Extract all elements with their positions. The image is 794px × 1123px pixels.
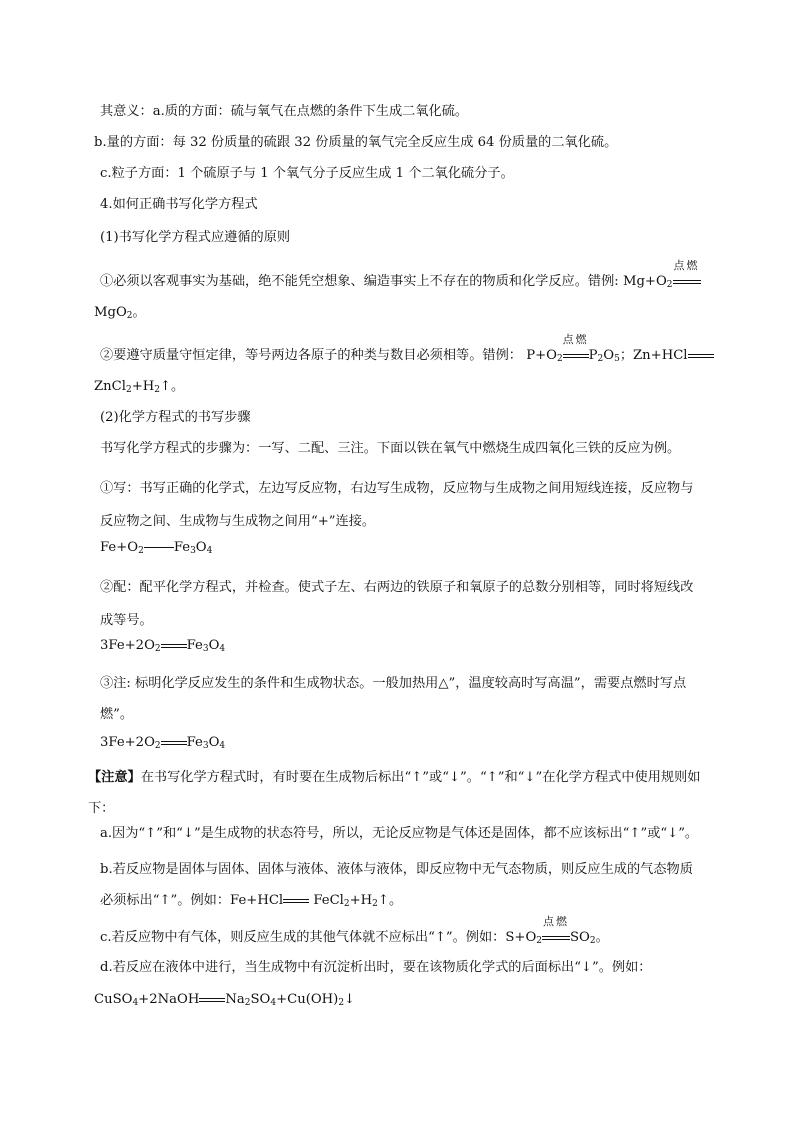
principle-2 [100, 333, 704, 366]
rule-b-text: b.若反应物是固体与固体、固体与液体、液体与液体，即反应物中无气态物质，则反应生成的气态物质必须标出“↑”。例如： [100, 862, 693, 908]
wrong-eq-p: $P+O_2$ 点燃 $P_2O_5$；Zn+HCl [526, 348, 713, 363]
condition-label: 点燃 [673, 259, 700, 272]
wrong-eq-mg: $Mg+O_2$ 点燃 [623, 274, 701, 289]
step-write: ①写：书写正确的化学式，左边写反应物，右边写生成物，反应物与生成物之间用短线连接，反应物与反应物之间、生成物与生成物之间用“+”连接。 [100, 481, 694, 529]
eq-cuso4: CuSO$_4$+2NaOH $Na_2SO_4+Cu(OH)_2↓$ [94, 992, 356, 1008]
eq-sign-p [562, 333, 589, 366]
rule-a: a.因为“↑”和“↓”是生成物的状态符号，所以，无论反应物是气体还是固体，都不应该标出“↑”或“↓”。 [100, 826, 699, 841]
eq-write-step: $Fe+O_2$ $Fe_3O_4$ [100, 540, 213, 556]
condition-label: 点燃 [562, 333, 589, 346]
principle-2-text: ②要遵守质量守恒定律，等号两边各原子的种类与数目必须相等。错例： [100, 348, 522, 363]
note-text: 在书写化学方程式时，有时要在生成物后标出“↑”或“↓”。“↑”和“↓”在化学方程式中使用规则如下： [88, 770, 701, 816]
step-balance: ②配：配平化学方程式，并检查。使式子左、右两边的铁原子和氧原子的总数分别相等，同时将短线改成等号。 [100, 580, 694, 628]
wrong-eq-mg-product: MgO$_2$。 [94, 305, 146, 321]
rule-c-text: c.若反应物中有气体，则反应生成的其他气体就不应标出“↑”。例如： [100, 930, 506, 945]
section-heading-4: 4.如何正确书写化学方程式 [100, 197, 258, 212]
eq-annotate-step: $3Fe+2O_2$ $Fe_3O_4$ [100, 735, 226, 751]
eq-sign-s [542, 915, 570, 948]
wrong-eq-zn-product: $ZnCl_2+H_2↑$。 [94, 379, 185, 395]
rule-d: d.若反应在液体中进行，当生成物中有沉淀析出时，要在该物质化学式的后面标出“↓”。例如： [100, 960, 652, 975]
rule-b: b.若反应物是固体与固体、固体与液体、液体与液体，即反应物中无气态物质，则反应生成的气态物质必须标出“↑”。例如：Fe+HCl $FeCl_2+H_2↑$。 [100, 854, 704, 916]
subheading-steps: (2)化学方程式的书写步骤 [100, 410, 251, 425]
principle-1 [100, 259, 704, 292]
principle-1-text: ①必须以客观事实为基础，绝不能凭空想象、编造事实上不存在的物质和化学反应。错例: [100, 274, 619, 289]
condition-label: 点燃 [543, 915, 569, 928]
eq-sign-mg [673, 259, 701, 292]
steps-intro: 书写化学方程式的步骤为：一写、二配、三注。下面以铁在氧气中燃烧生成四氧化三铁的反应为例。 [100, 441, 681, 456]
meaning-quantity: b.量的方面：每 32 份质量的硫跟 32 份质量的氧气完全反应生成 64 份质量的二氧化硫。 [94, 135, 618, 150]
eq-balance-step: $3Fe+2O_2$ $Fe_3O_4$ [100, 638, 226, 654]
step-annotate: ③注: 标明化学反应发生的条件和生成物状态。一般加热用△”，温度较高时写高温”，需要点燃时写点燃”。 [100, 676, 687, 722]
note-tag: 【注意】 [88, 770, 141, 785]
eq-sign-zn [688, 346, 714, 366]
note-paragraph [88, 762, 704, 824]
subheading-principles: (1)书写化学方程式应遵循的原则 [100, 230, 291, 245]
meaning-quality: 其意义：a.质的方面：硫与氧气在点燃的条件下生成二氧化硫。 [100, 104, 469, 119]
meaning-particle: c.粒子方面：1 个硫原子与 1 个氧气分子反应生成 1 个二氧化硫分子。 [100, 166, 514, 181]
rule-c: c.若反应物中有气体，则反应生成的其他气体就不应标出“↑”。例如：$S+O_2$ 点燃 $SO_2$。 [100, 928, 704, 948]
eq-sign-fe [283, 885, 309, 916]
